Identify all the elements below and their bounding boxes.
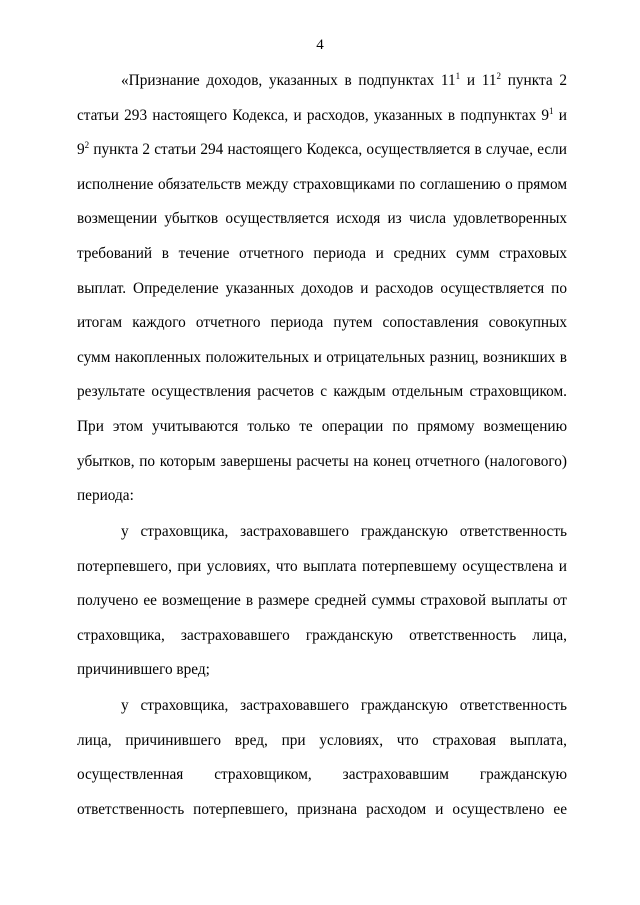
page-number: 4 bbox=[316, 37, 324, 53]
text-line: лица, причинившего вред, при условиях, что страховая выплата, bbox=[77, 731, 567, 749]
text-line: $9^2$ пункта 2 статьи 294 настоящего Кодекса, осуществляется в случае, если bbox=[77, 140, 567, 159]
paragraph-tortfeasor-insurer bbox=[77, 689, 567, 827]
text-line: «Признание доходов, указанных в подпунктах $11^1$ и $11^2$ пункта 2 bbox=[121, 71, 567, 89]
paragraph-income-expense-recognition bbox=[77, 64, 567, 514]
text-line: возмещении убытков осуществляется исходя из числа удовлетворенных bbox=[77, 210, 567, 228]
text-line: периода: bbox=[77, 487, 134, 505]
text-line: статьи 293 настоящего Кодекса, и расходов, указанных в подпунктах $9^1$ и bbox=[77, 105, 567, 124]
text-line: получено ее возмещение в размере средней суммы страховой выплаты от bbox=[77, 592, 567, 610]
text-line: требований в течение отчетного периода и средних сумм страховых bbox=[77, 244, 567, 262]
text-line: осуществленная страховщиком, застраховавшим гражданскую bbox=[77, 766, 567, 784]
text-line: выплат. Определение указанных доходов и расходов осуществляется по bbox=[77, 279, 567, 297]
text-line: причинившего вред; bbox=[77, 661, 210, 679]
text-line: убытков, по которым завершены расчеты на конец отчетного (налогового) bbox=[77, 452, 567, 470]
text-line: исполнение обязательств между страховщиками по соглашению о прямом bbox=[77, 175, 567, 193]
text-line: результате осуществления расчетов с каждым отдельным страховщиком. bbox=[77, 383, 567, 401]
text-line: у страховщика, застраховавшего гражданскую ответственность bbox=[121, 523, 567, 540]
text-line: ответственность потерпевшего, признана расходом и осуществлено ее bbox=[77, 800, 567, 818]
text-line: потерпевшего, при условиях, что выплата потерпевшему осуществлена и bbox=[77, 557, 567, 575]
text-line: сумм накопленных положительных и отрицательных разниц, возникших в bbox=[77, 348, 567, 366]
text-line: у страховщика, застраховавшего гражданскую ответственность bbox=[121, 697, 567, 714]
text-line: При этом учитываются только те операции по прямому возмещению bbox=[77, 417, 567, 435]
paragraph-victim-insurer bbox=[77, 515, 567, 688]
text-line: страховщика, застраховавшего гражданскую ответственность лица, bbox=[77, 626, 567, 644]
text-line: итогам каждого отчетного периода путем сопоставления совокупных bbox=[77, 314, 567, 332]
